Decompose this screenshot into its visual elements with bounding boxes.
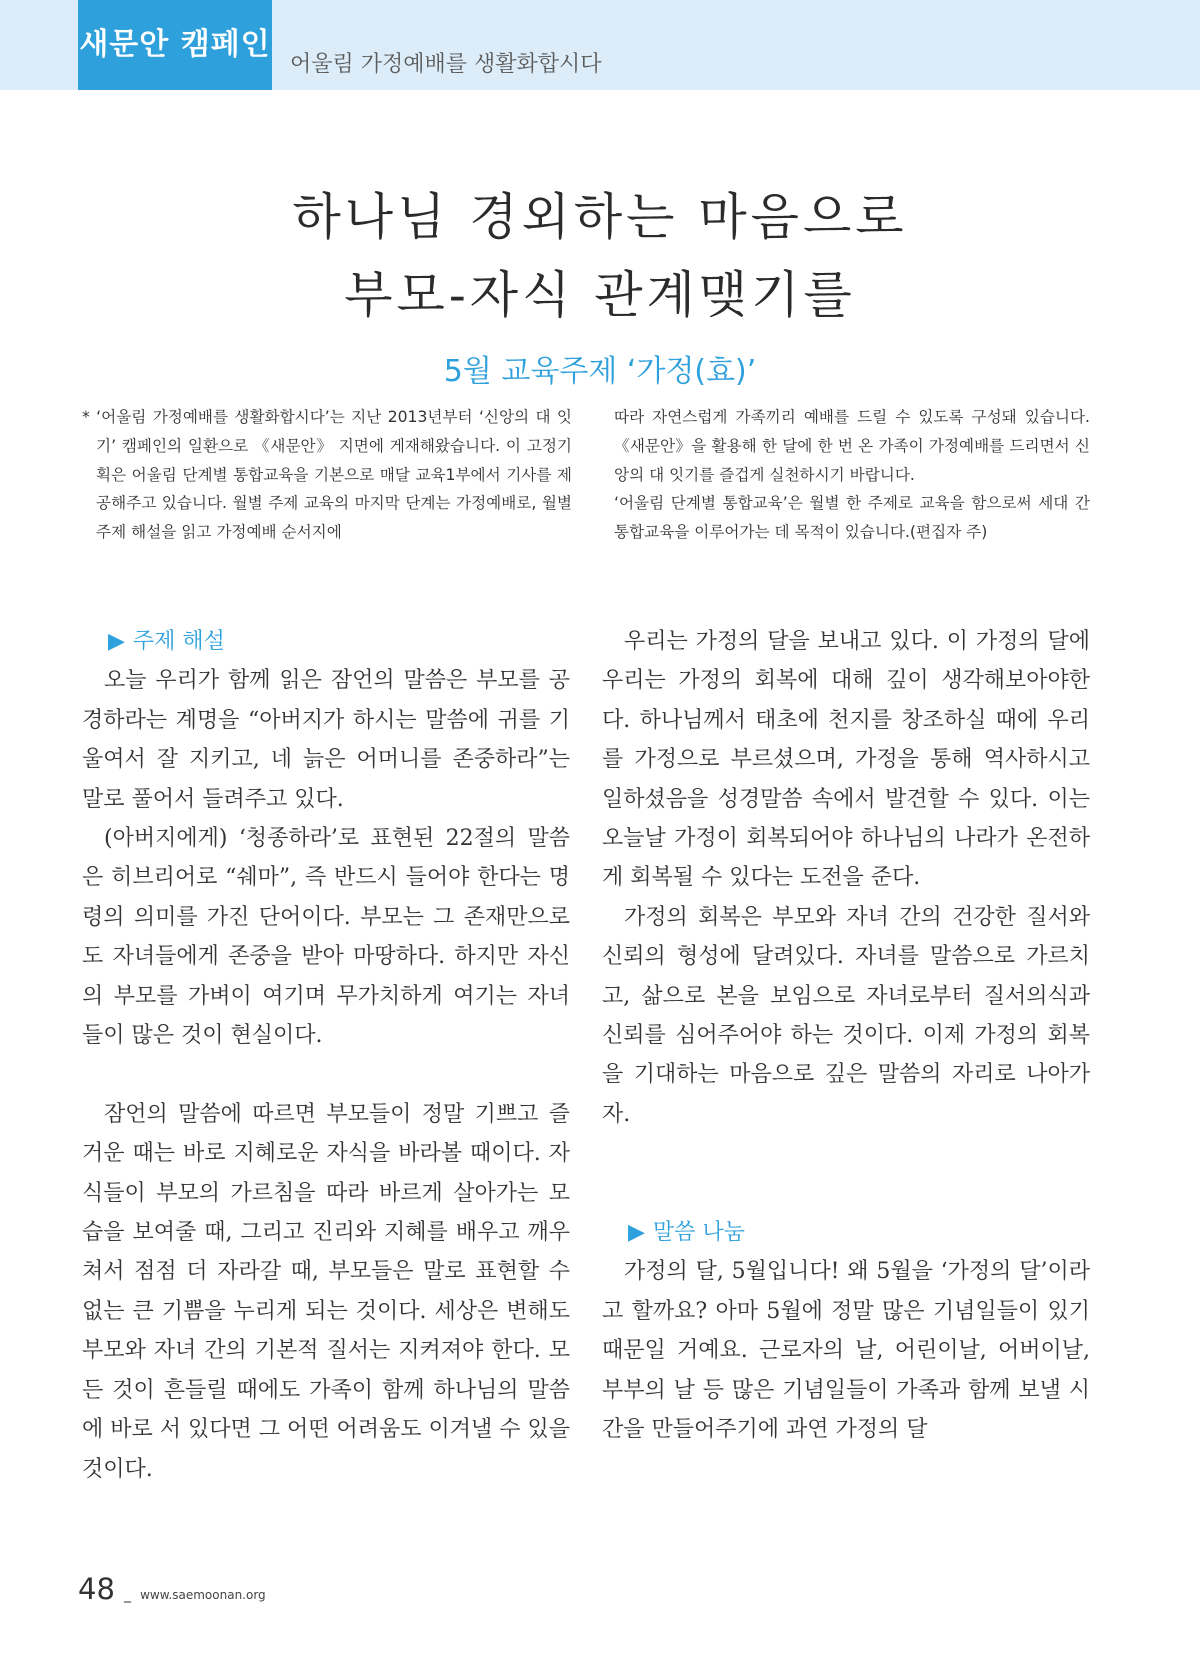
article-title-line-1: 하나님 경외하는 마음으로 (292, 188, 908, 246)
body-paragraph: 잠언의 말씀에 따르면 부모들이 정말 기쁘고 즐거운 때는 바로 지혜로운 자식을 바라볼 때이다. 자식들이 부모의 가르침을 따라 바르게 살아가는 모습을 보여줄 때, 그리고 진리와 지혜를 배우고 깨우쳐서 점점 더 자라갈 때, 부모들은 말로 표현할 수 없는 큰 기쁨을 누리게 되는 것이다. 세상은 변해도 부모와 자녀 간의 기본적 질서는 지켜져야 한다. 모든 것이 흔들릴 때에도 가족이 함께 하나님의 말씀에 바로 서 있다면 그 어떤 어려움도 이겨낼 수 있을 것이다. (82, 1101, 570, 1482)
body-paragraph: (아버지에게) ‘청종하라’로 표현된 22절의 말씀은 히브리어로 “쉐마”, 즉 반드시 들어야 한다는 명령의 의미를 가진 단어이다. 부모는 그 존재만으로도 자녀들에게 존중을 받아 마땅하다. 하지만 자신의 부모를 가벼이 여기며 무가치하게 여기는 자녀들이 많은 것이 현실이다. (82, 826, 570, 1049)
footer-separator: _ (124, 1587, 131, 1603)
body-paragraph: 오늘 우리가 함께 읽은 잠언의 말씀은 부모를 공경하라는 계명을 “아버지가 하시는 말씀에 귀를 기울여서 잘 지키고, 네 늙은 어머니를 존중하라”는 말로 풀어서 들려주고 있다. (82, 668, 570, 812)
article-subtitle: 5월 교육주제 ‘가정(효)’ (443, 354, 757, 389)
right-column (602, 622, 1090, 1450)
editor-note-text: ‘어울림 단계별 통합교육’은 월별 한 주제로 교육을 함으로써 세대 간 통합교육을 이루어가는 데 목적이 있습니다.(편집자 주) (614, 494, 1090, 542)
editor-note-right (614, 403, 1090, 547)
left-column (82, 622, 570, 1489)
page-number: 48 (78, 1572, 115, 1606)
title-block (0, 178, 1200, 392)
site-url: www.saemoonan.org (140, 1588, 266, 1602)
section-heading-sharing (602, 1213, 1090, 1252)
body-paragraph: 가정의 회복은 부모와 자녀 간의 건강한 질서와 신뢰의 형성에 달려있다. 자녀를 말씀으로 가르치고, 삶으로 본을 보임으로 자녀로부터 질서의식과 신뢰를 심어주어야 하는 것이다. 이제 가정의 회복을 기대하는 마음으로 깊은 말씀의 자리로 나아가자. (602, 904, 1090, 1127)
body-paragraph: 우리는 가정의 달을 보내고 있다. 이 가정의 달에 우리는 가정의 회복에 대해 깊이 생각해보아야한다. 하나님께서 태초에 천지를 창조하실 때에 우리를 가정으로 부르셨으며, 가정을 통해 역사하시고 일하셨음을 성경말씀 속에서 발견할 수 있다. 이는 오늘날 가정이 회복되어야 하나님의 나라가 온전하게 회복될 수 있다는 도전을 준다. (602, 629, 1090, 891)
section-heading-label: 말씀 나눔 (652, 1220, 745, 1246)
section-heading-label: 주제 해설 (132, 629, 225, 654)
page-footer (78, 1572, 266, 1612)
editor-note-left (82, 403, 572, 547)
campaign-subtitle: 어울림 가정예배를 생활화합시다 (290, 52, 602, 77)
triangle-bullet-icon: ▶ (108, 629, 125, 654)
body-paragraph: 가정의 달, 5월입니다! 왜 5월을 ‘가정의 달’이라고 할까요? 아마 5월에 정말 많은 기념일들이 있기 때문일 거예요. 근로자의 날, 어린이날, 어버이날, 부부의 날 등 많은 기념일들이 가족과 함께 보낼 시간을 만들어주기에 과연 가정의 달 (602, 1259, 1090, 1443)
campaign-tag: 새문안 캠페인 (78, 0, 272, 90)
article-title-line-2: 부모-자식 관계맺기를 (344, 266, 856, 324)
editor-note-text: * ‘어울림 가정예배를 생활화합시다’는 지난 2013년부터 ‘신앙의 대 잇기’ 캠페인의 일환으로 《새문안》 지면에 게재해왔습니다. 이 고정기획은 어울림 단계별 통합교육을 기본으로 매달 교육1부에서 기사를 제공해주고 있습니다. 월별 주제 교육의 마지막 단계는 가정예배로, 월별 주제 해설을 읽고 가정예배 순서지에 (82, 408, 572, 542)
editor-note-text: 따라 자연스럽게 가족끼리 예배를 드릴 수 있도록 구성돼 있습니다. 《새문안》을 활용해 한 달에 한 번 온 가족이 가정예배를 드리면서 신앙의 대 잇기를 즐겁게 실천하시기 바랍니다. (614, 408, 1090, 484)
section-heading-theme (82, 622, 570, 661)
triangle-bullet-icon: ▶ (628, 1220, 645, 1246)
